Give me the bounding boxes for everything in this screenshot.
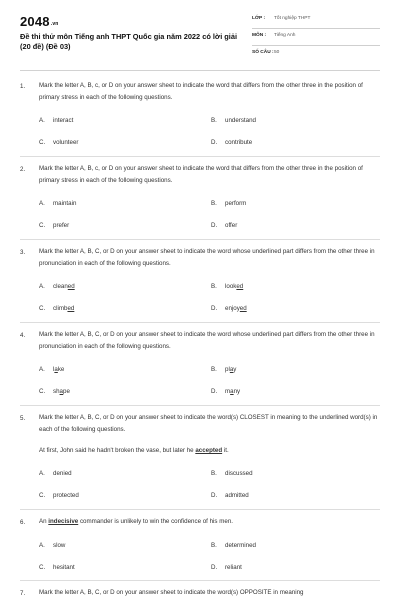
meta-value: 50 xyxy=(274,50,280,55)
option-c[interactable]: C. protected xyxy=(39,492,79,499)
option-d[interactable]: D. admitted xyxy=(211,492,249,499)
question-3 xyxy=(20,249,380,319)
question-number: 1. xyxy=(20,83,26,90)
option-c[interactable]: C. climbed xyxy=(39,305,75,312)
question-2 xyxy=(20,166,380,236)
question-4 xyxy=(20,332,380,402)
option-d[interactable]: D. offer xyxy=(211,222,238,229)
question-separator xyxy=(20,509,380,510)
question-separator xyxy=(20,405,380,406)
option-a[interactable]: A. interact xyxy=(39,117,74,124)
option-d[interactable]: D. many xyxy=(211,388,241,395)
question-5 xyxy=(20,415,380,507)
question-text: Mark the letter A, B, C, or D on your answer sheet to indicate the word whose underlined part differs from the other three in pronunciation in each of the following questions. xyxy=(39,331,375,350)
header-divider xyxy=(20,70,380,71)
question-separator xyxy=(20,239,380,240)
option-b[interactable]: B. discussed xyxy=(211,470,253,477)
logo-text: 2048 xyxy=(20,14,50,29)
page-title: Đề thi thử môn Tiếng anh THPT Quốc gia năm 2022 có lời giải (20 đề) (Đề 03) xyxy=(20,32,238,51)
meta-value: Tiếng Anh xyxy=(274,33,296,38)
question-6 xyxy=(20,519,380,579)
question-text: Mark the letter A, B, c, or D on your answer sheet to indicate the word that differs from the other three in the position of primary stress in each of the following questions. xyxy=(39,82,363,101)
question-separator xyxy=(20,580,380,581)
option-a[interactable]: A. slow xyxy=(39,542,66,549)
question-text: Mark the letter A, B, C, or D on your answer sheet to indicate the word(s) CLOSEST in meaning to the underlined word(s) in each of the following questions. xyxy=(39,414,378,433)
option-a[interactable]: A. denied xyxy=(39,470,72,477)
option-b[interactable]: B. play xyxy=(211,366,237,373)
meta-label: MÔN : xyxy=(252,33,267,38)
page-header xyxy=(20,12,380,66)
option-b[interactable]: B. understand xyxy=(211,117,256,124)
question-number: 6. xyxy=(20,519,26,526)
logo-suffix: .vn xyxy=(50,21,59,27)
exam-meta xyxy=(252,12,380,62)
question-number: 2. xyxy=(20,166,26,173)
site-logo[interactable] xyxy=(20,14,59,29)
question-number: 3. xyxy=(20,249,26,256)
option-c[interactable]: C. hesitant xyxy=(39,564,75,571)
question-number: 5. xyxy=(20,415,26,422)
option-d[interactable]: D. enjoyed xyxy=(211,305,247,312)
meta-label: SỐ CÂU : xyxy=(252,50,274,55)
meta-value: Tốt nghiệp THPT xyxy=(274,16,311,21)
option-c[interactable]: C. shape xyxy=(39,388,70,395)
question-1 xyxy=(20,83,380,153)
option-b[interactable]: B. perform xyxy=(211,200,247,207)
question-7 xyxy=(20,590,380,600)
underlined-word: accepted xyxy=(195,447,223,454)
question-number: 4. xyxy=(20,332,26,339)
option-c[interactable]: C. volunteer xyxy=(39,139,79,146)
question-sentence: At first, John said he hadn't broken the vase, but later he accepted it. xyxy=(39,447,229,454)
question-text: Mark the letter A, B, C, or D on your answer sheet to indicate the word(s) OPPOSITE in meaning xyxy=(39,589,304,596)
question-number: 7. xyxy=(20,590,26,597)
option-b[interactable]: B. determined xyxy=(211,542,256,549)
meta-row-count xyxy=(252,46,380,62)
question-separator xyxy=(20,156,380,157)
question-text: Mark the letter A, B, c, or D on your answer sheet to indicate the word that differs from the other three in the position of primary stress in each of the following questions. xyxy=(39,165,363,184)
option-a[interactable]: A. maintain xyxy=(39,200,77,207)
meta-row-class xyxy=(252,12,380,29)
question-text: Mark the letter A, B, C, or D on your answer sheet to indicate the word whose underlined part differs from the other three in pronunciation in each of the following questions. xyxy=(39,248,375,267)
option-a[interactable]: A. cleaned xyxy=(39,283,75,290)
question-text: An indecisive commander is unlikely to win the confidence of his men. xyxy=(39,518,233,525)
underlined-word: indecisive xyxy=(48,518,79,525)
option-b[interactable]: B. looked xyxy=(211,283,244,290)
option-d[interactable]: D. contribute xyxy=(211,139,253,146)
option-d[interactable]: D. reliant xyxy=(211,564,242,571)
question-separator xyxy=(20,322,380,323)
meta-label: LỚP : xyxy=(252,16,266,21)
option-c[interactable]: C. prefer xyxy=(39,222,70,229)
meta-row-subject xyxy=(252,29,380,46)
option-a[interactable]: A. lake xyxy=(39,366,65,373)
